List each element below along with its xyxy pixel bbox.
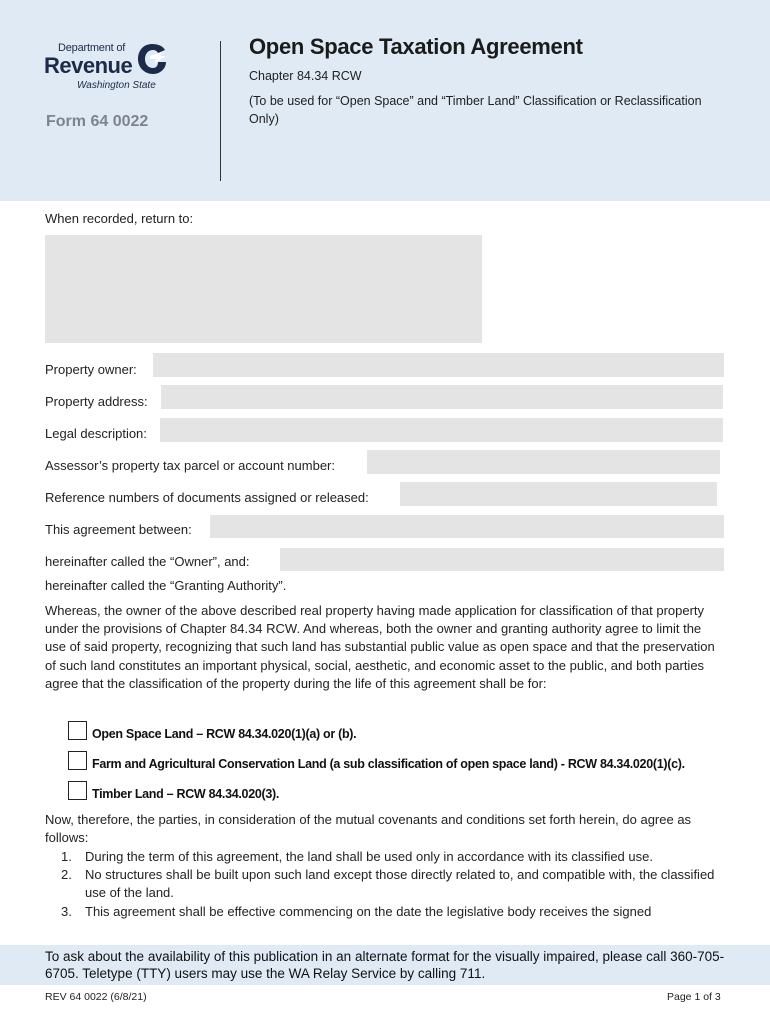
now-therefore-paragraph: Now, therefore, the parties, in consideration of the mutual covenants and conditions set forth herein, do agree as follows:	[45, 812, 692, 846]
return-to-label: When recorded, return to:	[45, 211, 194, 226]
farm-agricultural-checkbox[interactable]	[68, 751, 87, 770]
page-number: Page 1 of 3	[667, 991, 721, 1003]
parcel-number-field[interactable]	[367, 450, 720, 474]
revision-number: REV 64 0022 (6/8/21)	[45, 991, 147, 1003]
parcel-number-label: Assessor’s property tax parcel or account number:	[45, 458, 335, 473]
list-item	[45, 866, 725, 902]
term-text: This agreement shall be effective commencing on the date the legislative body receives the signed	[85, 903, 652, 919]
legal-description-field[interactable]	[160, 418, 723, 442]
logo-revenue-text: Revenue	[44, 53, 133, 78]
return-to-field[interactable]	[45, 235, 482, 343]
farm-agricultural-label: Farm and Agricultural Conservation Land (a sub classification of open space land) - RCW 84.34.020(1)(c).	[92, 757, 685, 771]
granting-authority-field[interactable]	[280, 548, 724, 571]
page-title: Open Space Taxation Agreement	[249, 34, 583, 59]
terms-list	[45, 848, 725, 921]
agreement-between-label: This agreement between:	[45, 522, 192, 537]
form-number: Form 64 0022	[46, 113, 149, 130]
accessibility-footer	[0, 945, 770, 985]
term-number: 1.	[61, 849, 72, 864]
agreement-between-field[interactable]	[210, 515, 724, 538]
timber-land-checkbox[interactable]	[68, 781, 87, 800]
term-text: During the term of this agreement, the land shall be used only in accordance with its classified use.	[85, 849, 653, 864]
accessibility-note: To ask about the availability of this publication in an alternate format for the visually impaired, please call 360-705-6705. Teletype (TTY) users may use the WA Relay Service by calling 711.	[45, 949, 725, 981]
usage-note: (To be used for “Open Space” and “Timber Land” Classification or Reclassification Only)	[249, 94, 702, 126]
whereas-paragraph: Whereas, the owner of the above described real property having made application for classification of that property under the provisions of Chapter 84.34 RCW. And whereas, both the owner and granting authority agree to limit the use of said property, recognizing that such land has substantial public value as open space and that the preservation of such land constitutes an important physical, social, aesthetic, and economic asset to the public, and both parties agree that the classification of the property during the life of this agreement shall be for:	[45, 603, 715, 691]
dor-logo	[44, 42, 174, 94]
header-band	[0, 0, 770, 201]
chapter-reference: Chapter 84.34 RCW	[249, 69, 362, 83]
list-item	[45, 848, 725, 866]
dor-swoosh-icon	[136, 42, 168, 76]
timber-land-label: Timber Land – RCW 84.34.020(3).	[92, 787, 280, 801]
owner-label: hereinafter called the “Owner”, and:	[45, 554, 250, 569]
open-space-label: Open Space Land – RCW 84.34.020(1)(a) or (b).	[92, 727, 357, 741]
property-owner-label: Property owner:	[45, 362, 137, 377]
term-text: No structures shall be built upon such land except those directly related to, and compatible with, the classified use of the land.	[85, 867, 715, 901]
reference-numbers-label: Reference numbers of documents assigned or released:	[45, 490, 369, 505]
header-divider	[220, 41, 221, 181]
reference-numbers-field[interactable]	[400, 482, 717, 506]
granting-authority-label: hereinafter called the “Granting Authority”.	[45, 578, 287, 593]
list-item	[45, 903, 725, 921]
property-owner-field[interactable]	[153, 353, 724, 377]
legal-description-label: Legal description:	[45, 426, 147, 441]
property-address-label: Property address:	[45, 394, 148, 409]
term-number: 2.	[61, 867, 72, 883]
term-number: 3.	[61, 903, 72, 919]
logo-dept-text: Department of	[58, 42, 126, 54]
open-space-checkbox[interactable]	[68, 721, 87, 740]
logo-state-text: Washington State	[77, 80, 156, 91]
property-address-field[interactable]	[161, 385, 723, 409]
